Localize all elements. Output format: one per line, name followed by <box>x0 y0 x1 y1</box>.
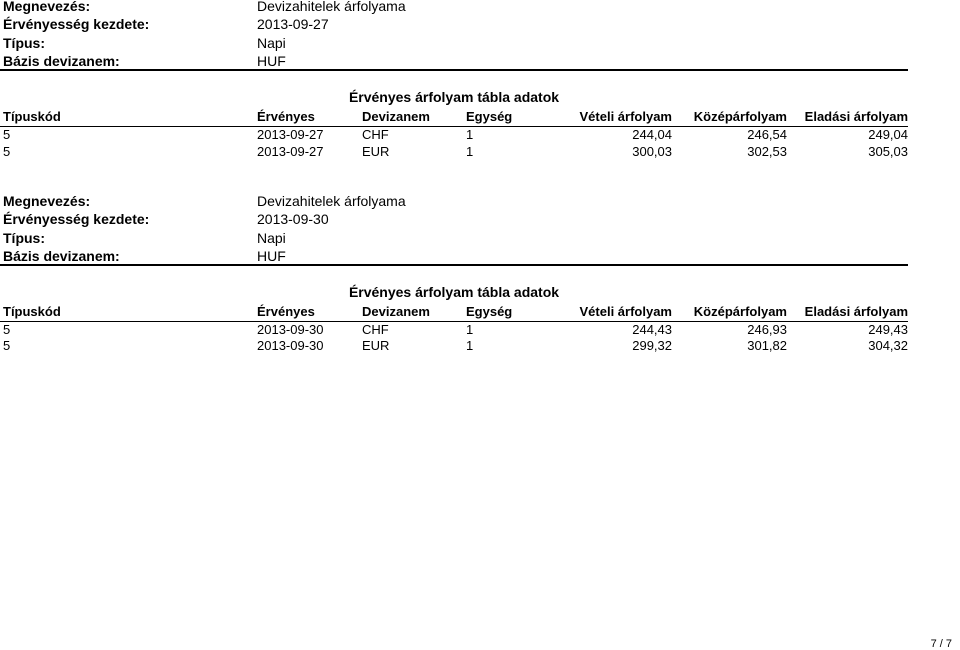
col-header-buy-rate: Vételi árfolyam <box>579 109 672 124</box>
col-header-sell-rate: Eladási árfolyam <box>804 109 908 124</box>
cell-currency: CHF <box>362 322 389 337</box>
table-row <box>0 143 908 160</box>
table-row <box>0 337 908 354</box>
meta-type-label: Típus: <box>3 230 45 246</box>
cell-mid-rate: 302,53 <box>747 144 787 159</box>
cell-date: 2013-09-30 <box>257 338 324 353</box>
meta-base-currency-value: HUF <box>257 53 286 69</box>
cell-currency: CHF <box>362 127 389 142</box>
meta-name-value: Devizahitelek árfolyama <box>257 193 406 209</box>
meta-name-value: Devizahitelek árfolyama <box>257 0 406 14</box>
cell-sell-rate: 249,04 <box>868 127 908 142</box>
table-title: Érvényes árfolyam tábla adatok <box>348 89 560 105</box>
meta-name-label: Megnevezés: <box>3 193 91 209</box>
meta-base-currency-label: Bázis devizanem: <box>3 248 120 264</box>
cell-unit: 1 <box>466 127 474 142</box>
col-header-type-code: Típuskód <box>3 109 61 124</box>
cell-mid-rate: 301,82 <box>747 338 787 353</box>
col-header-sell-rate: Eladási árfolyam <box>804 304 908 319</box>
cell-currency: EUR <box>362 338 390 353</box>
col-header-mid-rate: Középárfolyam <box>693 304 787 319</box>
col-header-mid-rate: Középárfolyam <box>693 109 787 124</box>
cell-type-code: 5 <box>3 127 11 142</box>
col-header-valid: Érvényes <box>257 304 315 319</box>
meta-valid-from-label: Érvényesség kezdete: <box>3 211 150 227</box>
cell-unit: 1 <box>466 338 474 353</box>
cell-date: 2013-09-30 <box>257 322 324 337</box>
cell-sell-rate: 305,03 <box>868 144 908 159</box>
table-title: Érvényes árfolyam tábla adatok <box>348 284 560 300</box>
cell-unit: 1 <box>466 144 474 159</box>
col-header-type-code: Típuskód <box>3 304 61 319</box>
cell-mid-rate: 246,54 <box>747 127 787 142</box>
cell-buy-rate: 299,32 <box>632 338 672 353</box>
col-header-unit: Egység <box>466 109 513 124</box>
meta-valid-from-label: Érvényesség kezdete: <box>3 16 150 32</box>
cell-sell-rate: 304,32 <box>868 338 908 353</box>
meta-base-currency-label: Bázis devizanem: <box>3 53 120 69</box>
col-header-buy-rate: Vételi árfolyam <box>579 304 672 319</box>
cell-mid-rate: 246,93 <box>747 322 787 337</box>
cell-sell-rate: 249,43 <box>868 322 908 337</box>
col-header-unit: Egység <box>466 304 513 319</box>
section-divider <box>0 264 908 266</box>
meta-name-label: Megnevezés: <box>3 0 91 14</box>
page-number: 7 / 7 <box>930 638 952 650</box>
col-header-valid: Érvényes <box>257 109 315 124</box>
cell-unit: 1 <box>466 322 474 337</box>
cell-type-code: 5 <box>3 338 11 353</box>
meta-base-currency-value: HUF <box>257 248 286 264</box>
cell-date: 2013-09-27 <box>257 127 324 142</box>
table-header <box>0 303 908 321</box>
meta-valid-from-value: 2013-09-30 <box>257 211 329 227</box>
cell-currency: EUR <box>362 144 390 159</box>
table-row <box>0 321 908 338</box>
meta-type-value: Napi <box>257 35 286 51</box>
section-divider <box>0 69 908 71</box>
meta-valid-from-value: 2013-09-27 <box>257 16 329 32</box>
table-header <box>0 108 908 126</box>
table-row <box>0 126 908 143</box>
cell-buy-rate: 300,03 <box>632 144 672 159</box>
meta-type-value: Napi <box>257 230 286 246</box>
cell-buy-rate: 244,43 <box>632 322 672 337</box>
meta-type-label: Típus: <box>3 35 45 51</box>
col-header-currency: Devizanem <box>362 109 430 124</box>
col-header-currency: Devizanem <box>362 304 430 319</box>
cell-buy-rate: 244,04 <box>632 127 672 142</box>
cell-date: 2013-09-27 <box>257 144 324 159</box>
cell-type-code: 5 <box>3 322 11 337</box>
cell-type-code: 5 <box>3 144 11 159</box>
